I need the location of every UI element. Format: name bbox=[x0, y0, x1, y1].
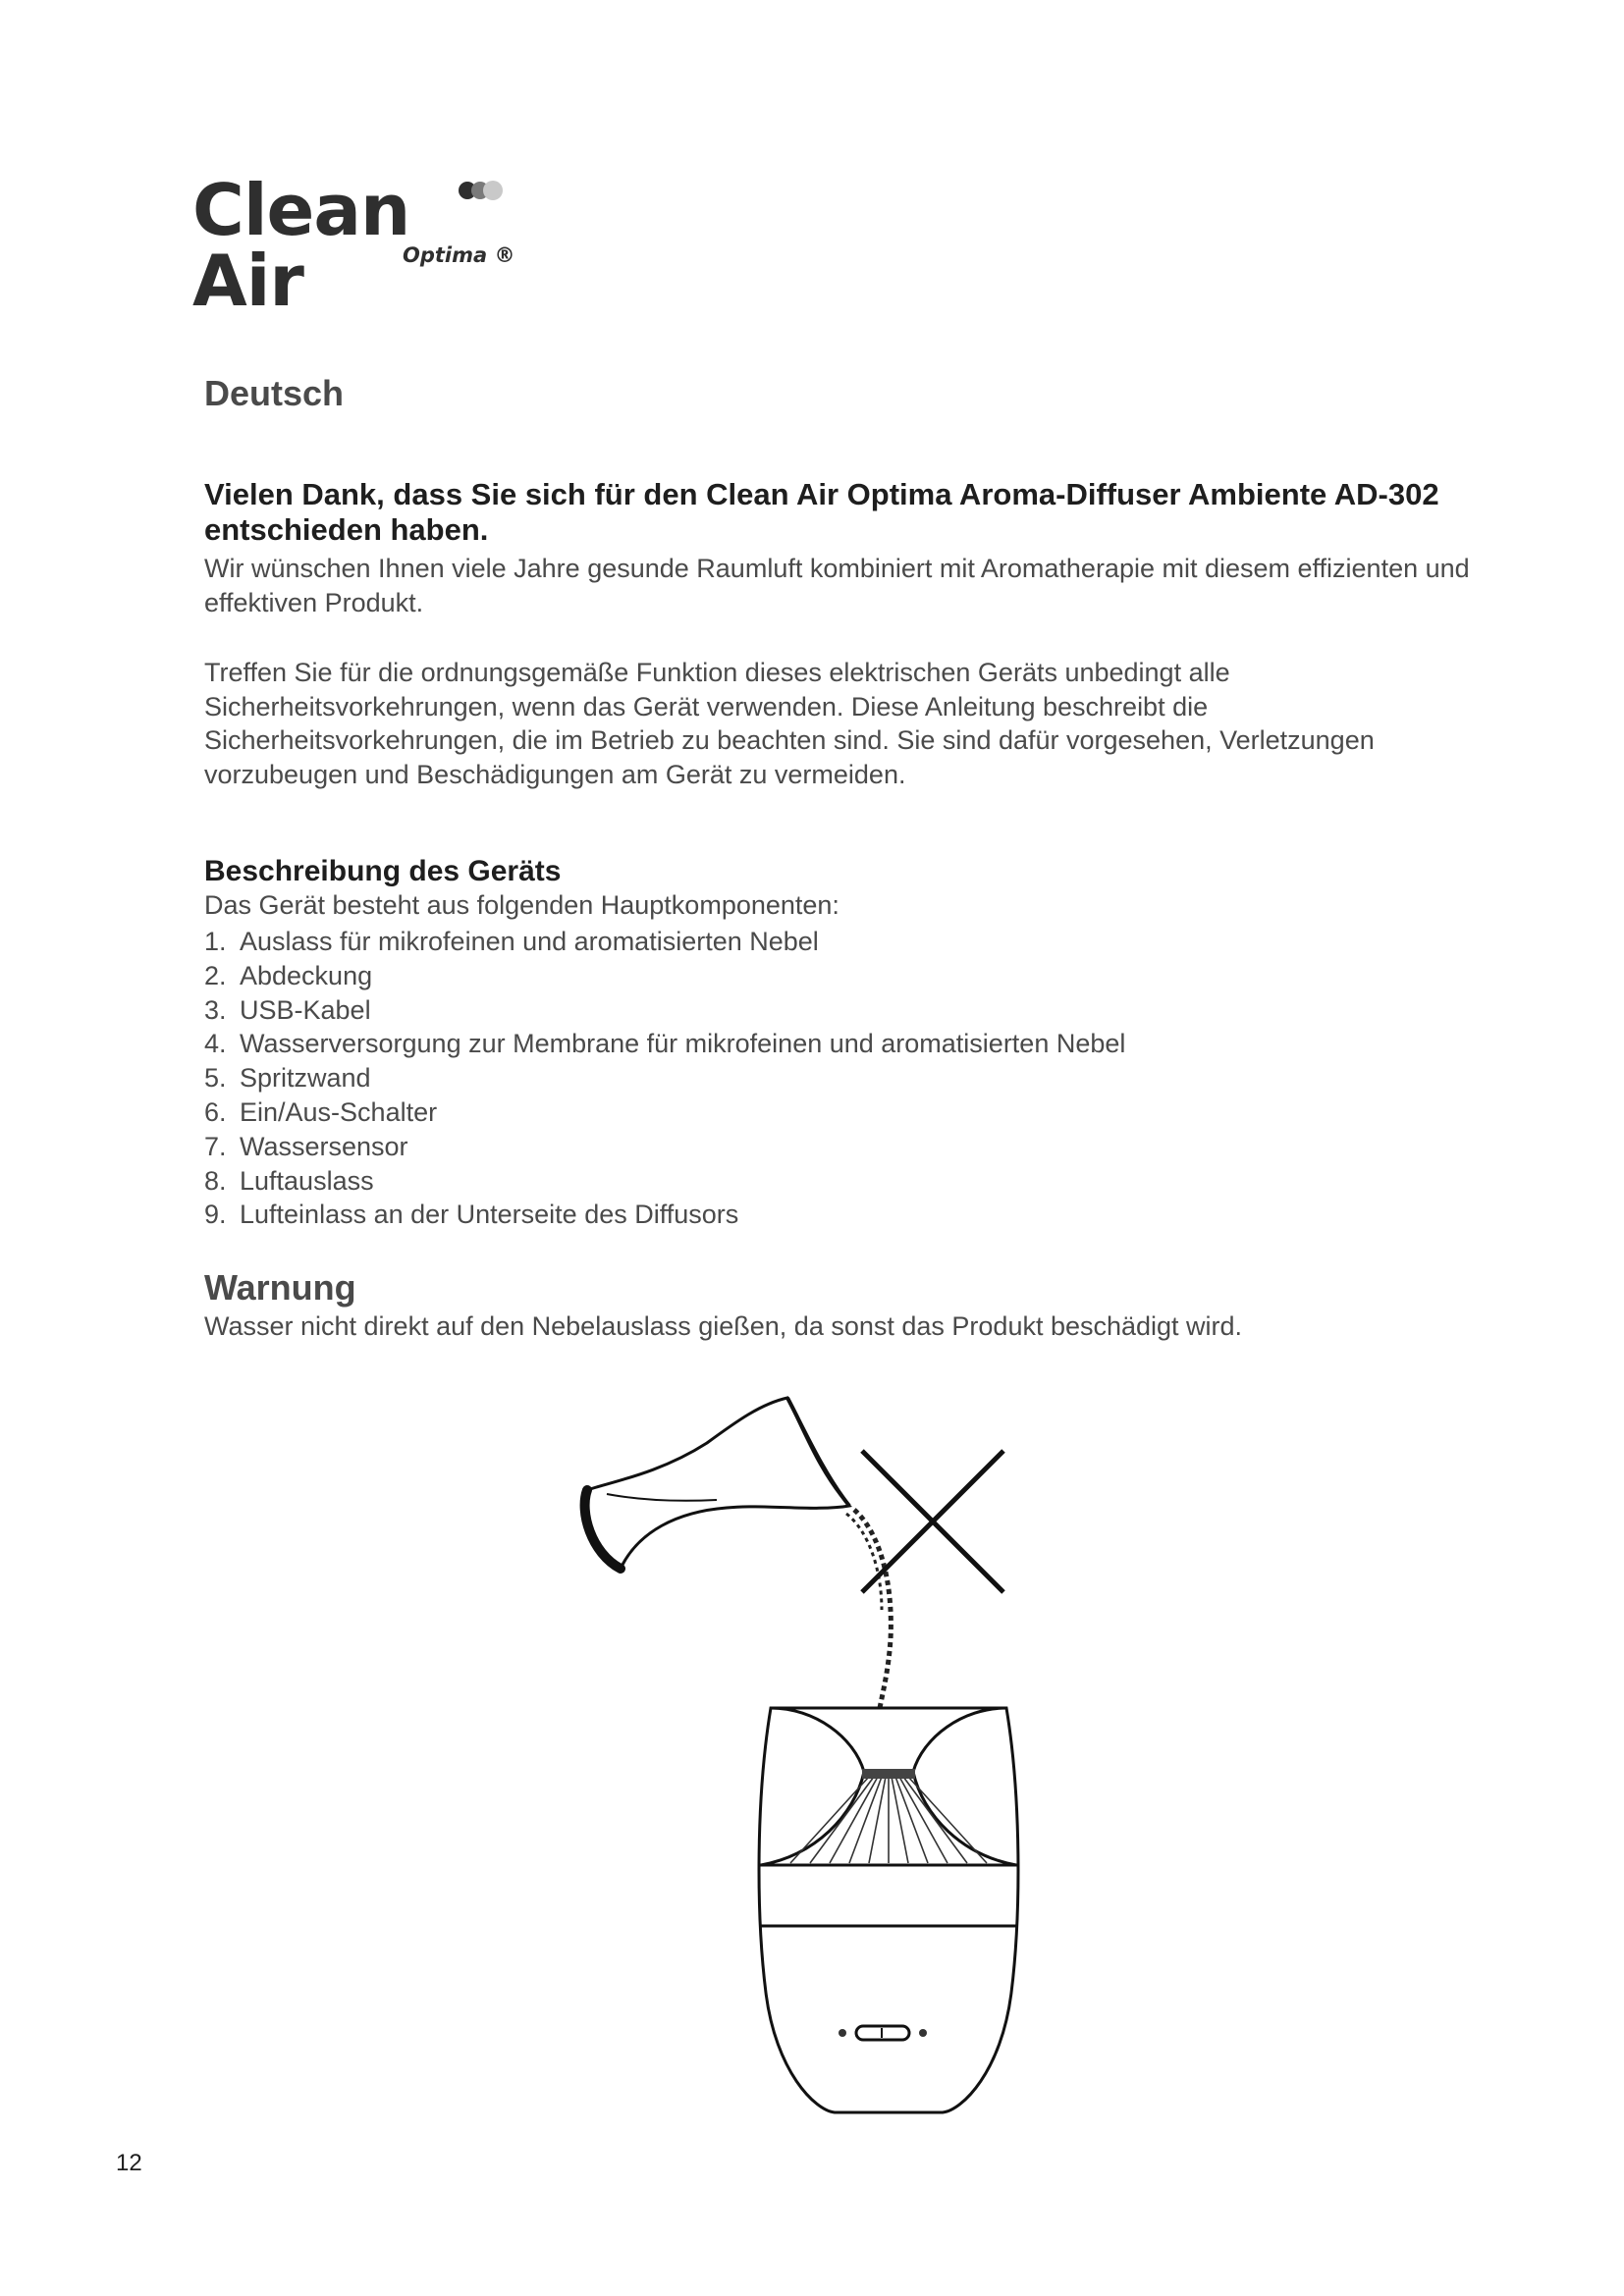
list-item-number: 4. bbox=[204, 1029, 227, 1059]
description-intro: Das Gerät besteht aus folgenden Hauptkomponenten: bbox=[204, 890, 839, 920]
list-item-text: USB-Kabel bbox=[240, 994, 371, 1025]
brand-name: Clean Air bbox=[192, 169, 410, 322]
list-item-text: Wassersensor bbox=[240, 1131, 408, 1161]
warning-heading: Warnung bbox=[204, 1267, 356, 1308]
list-item-number: 6. bbox=[204, 1096, 227, 1127]
list-item bbox=[204, 959, 1125, 993]
language-heading: Deutsch bbox=[204, 373, 345, 413]
warning-text: Wasser nicht direkt auf den Nebelauslass gießen, da sonst das Produkt beschädigt wird. bbox=[204, 1311, 1243, 1341]
list-item-text: Auslass für mikrofeinen und aromatisierten Nebel bbox=[240, 927, 819, 956]
intro-title: Vielen Dank, dass Sie sich für den Clean Air Optima Aroma-Diffuser Ambiente AD-302 entschieden haben. bbox=[204, 477, 1439, 547]
list-item-text: Spritzwand bbox=[240, 1063, 371, 1094]
page-number: 12 bbox=[116, 2150, 142, 2176]
cross-mark-icon bbox=[862, 1451, 1003, 1592]
list-item-number: 9. bbox=[204, 1200, 227, 1230]
list-item-text: Luftauslass bbox=[240, 1165, 374, 1196]
water-stream bbox=[854, 1510, 891, 1708]
list-item-text: Wasserversorgung zur Membrane für mikrofeinen und aromatisierten Nebel bbox=[240, 1029, 1126, 1059]
list-item-number: 3. bbox=[204, 994, 227, 1025]
diffuser-device-icon bbox=[759, 1708, 1018, 2112]
list-item bbox=[204, 925, 1125, 959]
pouring-jug-icon bbox=[585, 1398, 849, 1569]
list-item-text: Lufteinlass an der Unterseite des Diffusors bbox=[240, 1200, 739, 1230]
list-item-number: 7. bbox=[204, 1131, 227, 1161]
list-item bbox=[204, 1130, 1125, 1164]
list-item-text: Ein/Aus-Schalter bbox=[240, 1096, 438, 1127]
brand-logo bbox=[192, 169, 526, 322]
list-item bbox=[204, 1061, 1125, 1095]
list-item bbox=[204, 1095, 1125, 1130]
list-item bbox=[204, 1198, 1125, 1232]
intro-paragraph-2: Treffen Sie für die ordnungsgemäße Funktion dieses elektrischen Geräts unbedingt alle Sicherheitsvorkehrungen, wenn das Gerät verwenden. Diese Anleitung beschreibt die Sicherheitsvorkehrungen, die im Betrieb zu beachten sind. Sie sind dafür vorgesehen, Verletzungen vorzubeugen und Beschädigungen am Gerät zu vermeiden. bbox=[204, 658, 1375, 789]
list-item-number: 2. bbox=[204, 960, 227, 990]
parts-list bbox=[204, 925, 1125, 1232]
warning-illustration bbox=[569, 1384, 1060, 2130]
description-heading: Beschreibung des Geräts bbox=[204, 855, 562, 887]
intro-paragraph-1: Wir wünschen Ihnen viele Jahre gesunde Raumluft kombiniert mit Aromatherapie mit diesem effizienten und effektiven Produkt. bbox=[204, 554, 1470, 617]
list-item-number: 5. bbox=[204, 1063, 227, 1094]
list-item bbox=[204, 1027, 1125, 1061]
logo-dots-icon bbox=[458, 178, 507, 203]
list-item-number: 8. bbox=[204, 1165, 227, 1196]
list-item bbox=[204, 993, 1125, 1028]
list-item-text: Abdeckung bbox=[240, 960, 373, 990]
list-item-number: 1. bbox=[204, 927, 227, 956]
brand-subline: Optima ® bbox=[403, 243, 515, 267]
list-item bbox=[204, 1164, 1125, 1199]
